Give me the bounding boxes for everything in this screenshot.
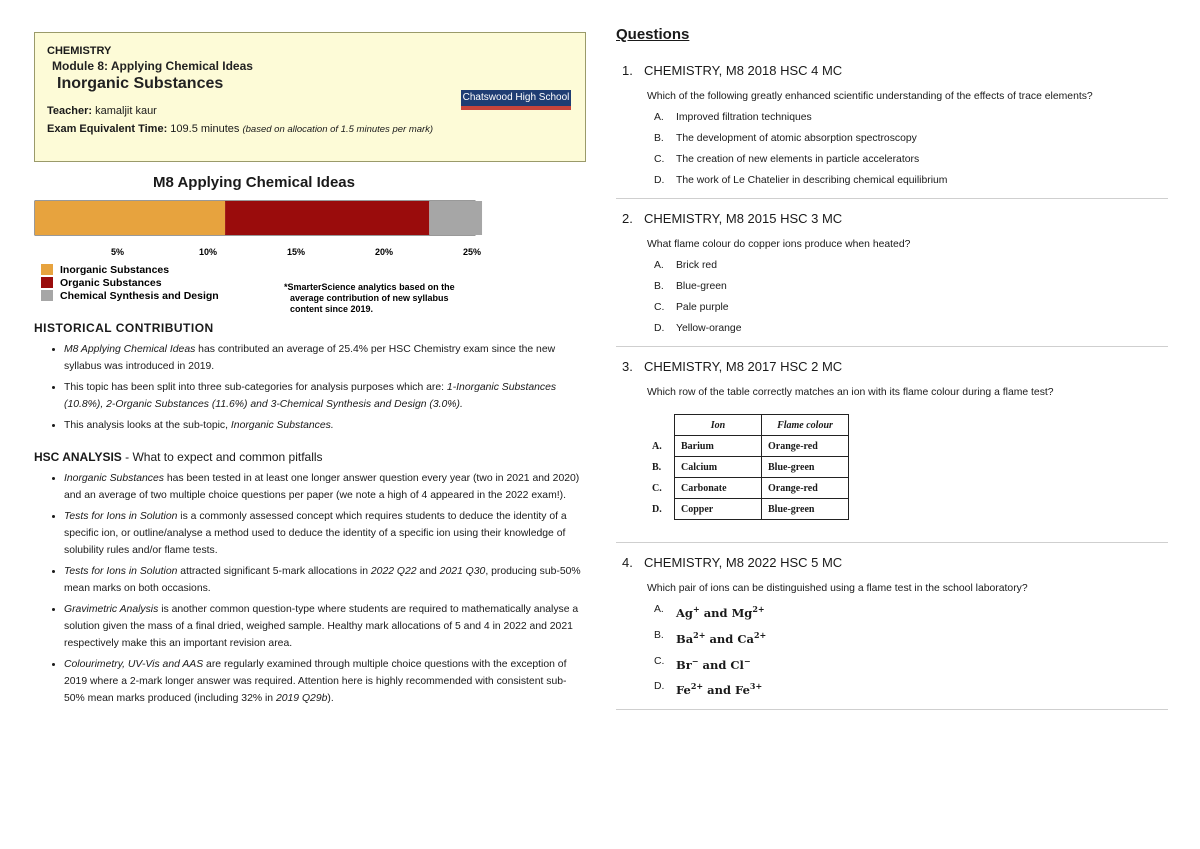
- list-item: • Inorganic Substances has been tested in at least one longer answer question every year (two in 2021 and 2020) and an average of two multiple choice questions per paper (we note a high of 4 appeared in the 2022 exam!).: [64, 470, 586, 504]
- question-title: 2. CHEMISTRY, M8 2015 HSC 3 MC: [622, 211, 843, 226]
- list-item: • This topic has been split into three sub-categories for analysis purposes which are: 1-Inorganic Substances (10.8%), 2-Organic Substances (11.6%) and 3-Chemical Synthesis and Design (3.0%).: [64, 379, 586, 413]
- questions-heading: Questions: [616, 26, 690, 43]
- tick-label: 20%: [375, 247, 394, 257]
- bar-organic-substances: [225, 201, 429, 235]
- legend-swatch: [41, 264, 53, 275]
- table-row[interactable]: A. Barium Orange-red: [646, 436, 849, 457]
- option-c[interactable]: C. Br− and Cl−: [654, 655, 751, 672]
- list-item: • Gravimetric Analysis is another common question-type where students are required to mathematically analyse a solution given the mass of a final dried, weighed sample. Healthy mark allocations of 5 and 4 in 2022 and 2021 respectively make this an important revision area.: [64, 601, 586, 652]
- table-row[interactable]: B. Calcium Blue-green: [646, 457, 849, 478]
- option-d[interactable]: D. Yellow-orange: [654, 323, 742, 334]
- chart-note-line-1: *SmarterScience analytics based on the: [284, 282, 455, 292]
- table-row[interactable]: D. Copper Blue-green: [646, 499, 849, 520]
- question-stem: What flame colour do copper ions produce when heated?: [647, 239, 911, 250]
- hsc-analysis-heading: HSC ANALYSIS - What to expect and common pitfalls: [34, 450, 323, 464]
- tick-label: 10%: [199, 247, 218, 257]
- question-stem: Which pair of ions can be distinguished using a flame test in the school laboratory?: [647, 583, 1028, 594]
- legend-swatch: [41, 290, 53, 301]
- question-title: 1. CHEMISTRY, M8 2018 HSC 4 MC: [622, 63, 843, 78]
- question-1: [616, 63, 1168, 199]
- option-b[interactable]: B. The development of atomic absorption spectroscopy: [654, 133, 917, 144]
- tick-label: 25%: [463, 247, 482, 257]
- legend-swatch: [41, 277, 53, 288]
- question-3: [616, 359, 1168, 543]
- historical-heading: HISTORICAL CONTRIBUTION: [34, 321, 214, 335]
- list-item: • Tests for Ions in Solution is a commonly assessed concept which requires students to deduce the identity of a specific ion, or outline/analyse a method used to deduce the identity of a specific ion using their knowledge of solubility rules and/or flame tests.: [64, 508, 586, 559]
- option-c[interactable]: C. Pale purple: [654, 302, 729, 313]
- list-item: • This analysis looks at the sub-topic, Inorganic Substances.: [64, 417, 586, 434]
- legend-label: Inorganic Substances: [60, 264, 170, 276]
- bar-chemical-synthesis-and-design: [429, 201, 482, 235]
- teacher-name: kamaljit kaur: [95, 105, 157, 117]
- tick-label: 15%: [287, 247, 306, 257]
- list-item: • Colourimetry, UV-Vis and AAS are regularly examined through multiple choice questions with the exception of 2019 where a 2-mark longer answer was required. Attention here is highly recommended with consistent sub-50% mean marks produced (including 32% in 2019 Q29b).: [64, 656, 586, 707]
- module-label: Module 8: Applying Chemical Ideas: [52, 59, 253, 73]
- list-item: • Tests for Ions in Solution attracted significant 5-mark allocations in 2022 Q22 and 2021 Q30, producing sub-50% mean marks on both occasions.: [64, 563, 586, 597]
- right-column: [616, 26, 1168, 722]
- option-a[interactable]: A. Ag+ and $Mg^{2+}$: [654, 604, 765, 620]
- subject-label: CHEMISTRY: [47, 45, 112, 57]
- question-stem: Which row of the table correctly matches an ion with its flame colour during a flame test?: [647, 387, 1054, 398]
- contribution-chart: [34, 195, 586, 315]
- bar-inorganic-substances: [35, 201, 225, 235]
- school-logo: Chatswood High School: [461, 90, 571, 110]
- tick-label: 5%: [111, 247, 125, 257]
- historical-list: [34, 341, 586, 434]
- option-a[interactable]: A. Improved filtration techniques: [654, 112, 812, 123]
- chart-title: M8 Applying Chemical Ideas: [153, 174, 355, 191]
- topic-header-box: [34, 32, 586, 162]
- option-c[interactable]: C. The creation of new elements in particle accelerators: [654, 154, 920, 165]
- option-a[interactable]: A. Brick red: [654, 260, 717, 271]
- option-b[interactable]: B. Blue-green: [654, 281, 727, 292]
- option-d[interactable]: D. The work of Le Chatelier in describing chemical equilibrium: [654, 175, 948, 186]
- question-stem: Which of the following greatly enhanced scientific understanding of the effects of trace elements?: [647, 91, 1093, 102]
- question-2: [616, 211, 1168, 347]
- table-header-row: [646, 415, 849, 436]
- table-row[interactable]: C. Carbonate Orange-red: [646, 478, 849, 499]
- flame-test-table: [646, 414, 849, 520]
- option-d[interactable]: D. $Fe^{2+}$ and $Fe^{3+}$: [654, 681, 763, 698]
- option-b[interactable]: B. $Ba^{2+}$ and $Ca^{2+}$: [654, 629, 767, 646]
- analysis-list: [34, 470, 586, 707]
- left-column: [34, 32, 586, 711]
- question-title: 4. CHEMISTRY, M8 2022 HSC 5 MC: [622, 555, 843, 570]
- teacher-line: Teacher: kamaljit kaur: [47, 105, 157, 117]
- exam-time-line: Exam Equivalent Time: 109.5 minutes (based on allocation of 1.5 minutes per mark): [47, 123, 434, 135]
- question-title: 3. CHEMISTRY, M8 2017 HSC 2 MC: [622, 359, 843, 374]
- column-header-colour: Flame colour: [762, 415, 849, 436]
- topic-title: Inorganic Substances: [57, 75, 224, 92]
- question-4: [616, 555, 1168, 710]
- legend-label: Chemical Synthesis and Design: [60, 290, 219, 302]
- legend-label: Organic Substances: [60, 277, 162, 289]
- chart-note-line-3: content since 2019.: [290, 304, 374, 314]
- column-header-ion: Ion: [675, 415, 762, 436]
- chart-note-line-2: average contribution of new syllabus: [290, 293, 449, 303]
- list-item: • M8 Applying Chemical Ideas has contributed an average of 25.4% per HSC Chemistry exam since the new syllabus was introduced in 2019.: [64, 341, 586, 375]
